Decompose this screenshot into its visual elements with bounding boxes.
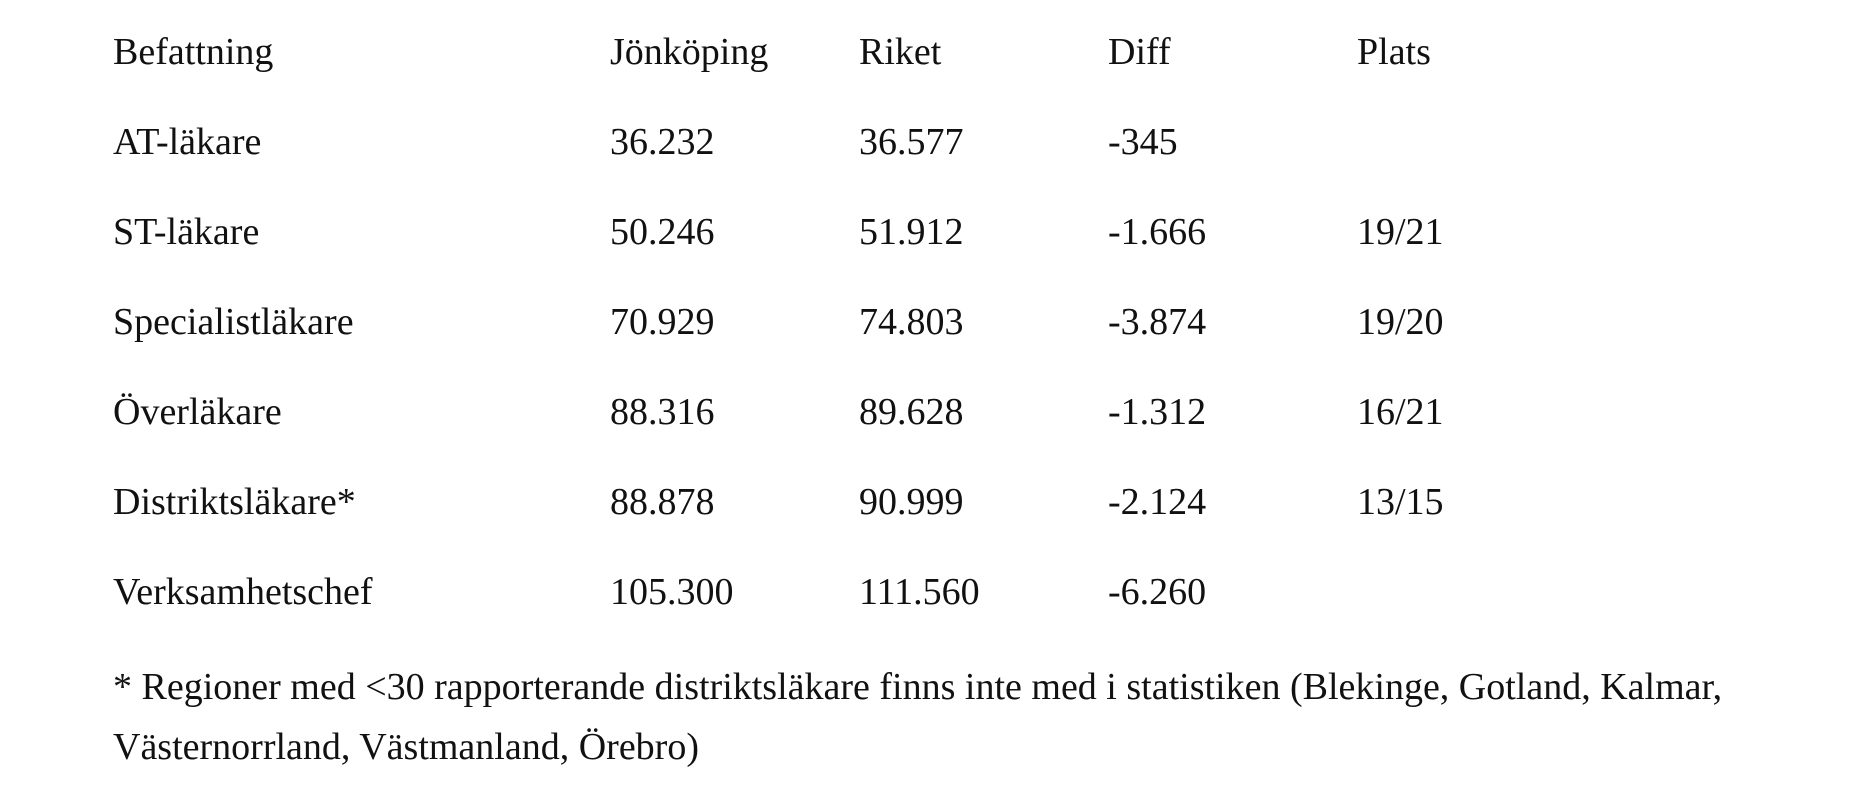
cell-jonkoping: 50.246 [610, 211, 715, 253]
cell-riket: 74.803 [859, 301, 964, 343]
cell-plats: 19/20 [1357, 301, 1444, 343]
table-row [113, 450, 1813, 540]
cell-riket: 51.912 [859, 211, 964, 253]
cell-befattning: ST-läkare [113, 211, 260, 253]
header-riket: Riket [859, 31, 942, 73]
cell-befattning: Verksamhetschef [113, 571, 373, 613]
cell-riket: 36.577 [859, 121, 964, 163]
table-row [113, 180, 1813, 270]
table-header-row [113, 0, 1813, 90]
footnote-line-2: Västernorrland, Västmanland, Örebro) [113, 726, 699, 768]
cell-jonkoping: 105.300 [610, 571, 734, 613]
cell-riket: 111.560 [859, 571, 980, 613]
cell-riket: 90.999 [859, 481, 964, 523]
header-befattning: Befattning [113, 31, 274, 73]
cell-jonkoping: 88.316 [610, 391, 715, 433]
cell-diff: -1.666 [1108, 211, 1207, 253]
cell-befattning: Specialistläkare [113, 301, 354, 343]
table-row [113, 270, 1813, 360]
table-row [113, 90, 1813, 180]
cell-plats: 19/21 [1357, 211, 1444, 253]
cell-jonkoping: 70.929 [610, 301, 715, 343]
cell-befattning: Överläkare [113, 391, 282, 433]
cell-diff: -3.874 [1108, 301, 1207, 343]
cell-plats: 13/15 [1357, 481, 1444, 523]
cell-plats: 16/21 [1357, 391, 1444, 433]
cell-diff: -6.260 [1108, 571, 1207, 613]
cell-jonkoping: 88.878 [610, 481, 715, 523]
footnote-line-1: * Regioner med <30 rapporterande distriktsläkare finns inte med i statistiken (Blekinge, Gotland, Kalmar, [113, 666, 1723, 708]
table-row [113, 540, 1813, 630]
cell-diff: -345 [1108, 121, 1178, 163]
header-jonkoping: Jönköping [610, 31, 769, 73]
salary-table [113, 0, 1813, 630]
cell-diff: -2.124 [1108, 481, 1207, 523]
cell-jonkoping: 36.232 [610, 121, 715, 163]
cell-befattning: AT-läkare [113, 121, 262, 163]
table-row [113, 360, 1813, 450]
footnote [113, 657, 1853, 777]
cell-befattning: Distriktsläkare* [113, 481, 356, 523]
header-plats: Plats [1357, 31, 1431, 73]
header-diff: Diff [1108, 31, 1171, 73]
cell-riket: 89.628 [859, 391, 964, 433]
cell-diff: -1.312 [1108, 391, 1207, 433]
